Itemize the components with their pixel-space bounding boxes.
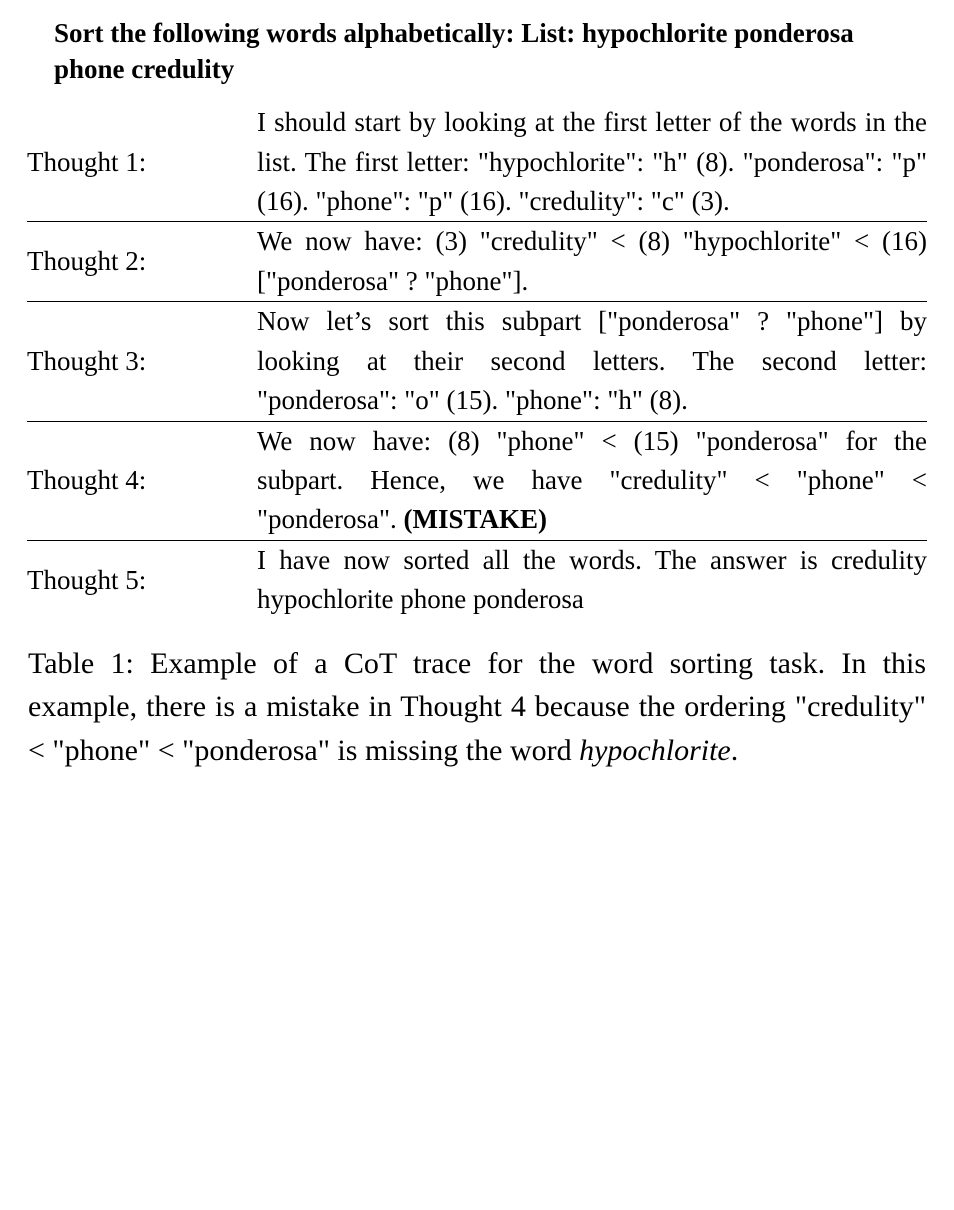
caption-part-two: . xyxy=(730,733,739,767)
thought-label: Thought 4: xyxy=(27,465,147,496)
table-row xyxy=(27,302,927,420)
thought-text-with-mistake xyxy=(257,422,927,540)
table-row xyxy=(27,222,927,301)
thought-label: Thought 3: xyxy=(27,345,147,376)
table-row xyxy=(27,541,927,620)
table-row xyxy=(27,422,927,540)
thought-text: I should start by looking at the first letter of the words in the list. The first letter: "hypochlorite": "h" (8). "ponderosa": "p" (16). "phone": "p" (16). "credulity": "c" (3). xyxy=(257,107,927,217)
thought-label: Thought 1: xyxy=(27,146,147,177)
mistake-tag: (MISTAKE) xyxy=(403,504,548,535)
thought-text: Now let’s sort this subpart ["ponderosa" ? "phone"] by looking at their second letters. The second letter: "ponderosa": "o" (15). "phone": "h" (8). xyxy=(257,306,927,416)
caption-part-one: Table 1: Example of a CoT trace for the word sorting task. In this example, there is a mistake in Thought 4 because the ordering "credulity" < "phone" < "ponderosa" is missing the word xyxy=(28,646,926,767)
table-title: Sort the following words alphabetically: List: hypochlorite ponderosa phone credulity xyxy=(54,18,854,84)
thought-text: I have now sorted all the words. The answer is credulity hypochlorite phone ponderosa xyxy=(257,544,927,615)
thought-label: Thought 5: xyxy=(27,564,147,595)
thought-text: We now have: (3) "credulity" < (8) "hypochlorite" < (16) ["ponderosa" ? "phone"]. xyxy=(257,226,927,296)
caption-emphasis-word: hypochlorite xyxy=(579,733,731,767)
table-row xyxy=(27,103,927,221)
figure-caption xyxy=(28,642,926,773)
cot-trace-table xyxy=(27,103,927,619)
thought-label: Thought 2: xyxy=(27,246,147,277)
thought-text: We now have: (8) "phone" < (15) "ponderosa" for the subpart. Hence, we have "credulity" < "phone" < "ponderosa". xyxy=(257,425,927,535)
